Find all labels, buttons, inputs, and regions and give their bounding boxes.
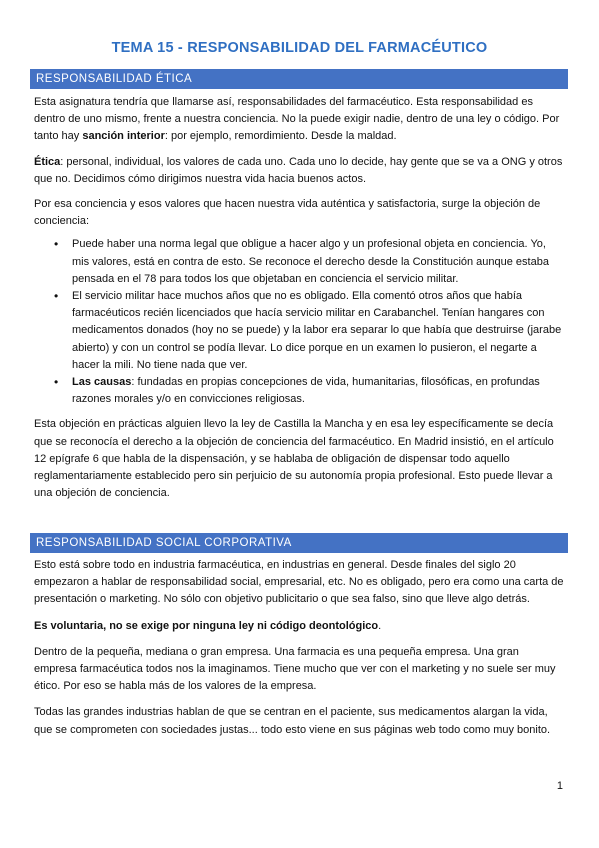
paragraph: Por esa conciencia y esos valores que hacen nuestra vida auténtica y satisfactoria, surge la objeción de conciencia:	[34, 198, 541, 228]
page-title: TEMA 15 - RESPONSABILIDAD DEL FARMACÉUTICO	[111, 40, 488, 56]
section-body-etica	[34, 94, 564, 502]
paragraph: Esta objeción en prácticas alguien llevo la ley de Castilla la Mancha y en esa ley específicamente se decía que se reconocía el derecho a la objeción de conciencia del farmacéutico. En Madrid insistió, en el artículo 12 epígrafe 6 que habla de la dispensación, y se hablaba de obligación de dispensar todo aquello reglamentariamente establecido pero sin perjuicio de su autonomía propia profesional. Esto puede llevar a una objeción de conciencia.	[34, 418, 554, 500]
paragraph: Esta asignatura tendría que llamarse así, responsabilidades del farmacéutico. Esta responsabilidad es dentro de uno mismo, frente a nuestra conciencia. No la puede exigir nadie, dentro de una ley o código. Por tanto hay sanción interior: por ejemplo, remordimiento. Desde la maldad.	[34, 96, 560, 143]
section-heading-etica: RESPONSABILIDAD ÉTICA	[30, 69, 568, 89]
paragraph: Esto está sobre todo en industria farmacéutica, en industrias en general. Desde finales del siglo 20 empezaron a hablar de responsabilidad social, empresarial, etc. No es obligado, pero era como una carta de presentación o marketing. No sólo con objetivo publicitario o que sea falso, sino que lleve algo detrás.	[34, 559, 564, 606]
list-item: • El servicio militar hace muchos años que no es obligado. Ella comentó otros años que había farmacéuticos recién licenciados que hacía servicio militar en Carabanchel. Tenían hangares con medicamentos donados (hoy no se puede) y la labor era separar lo que había que destruirse (jarabe abierto) y con un control se podía llevar. Lo dice porque en un examen lo pusieron, el negarte a hacer la mili. No tiene nada que ver.	[34, 288, 564, 374]
paragraph: Es voluntaria, no se exige por ninguna ley ni código deontológico.	[34, 619, 382, 632]
paragraph: Ética: personal, individual, los valores de cada uno. Cada uno lo decide, hay gente que se va a ONG y otros que no. Decidimos cómo dirigimos nuestra vida hacia buenos actos.	[34, 155, 563, 185]
section-heading-rsc: RESPONSABILIDAD SOCIAL CORPORATIVA	[30, 533, 568, 553]
list-item: • Las causas: fundadas en propias concepciones de vida, humanitarias, filosóficas, en profundas razones morales y/o en convicciones religiosas.	[34, 374, 564, 408]
paragraph: Todas las grandes industrias hablan de que se centran en el paciente, sus medicamentos alargan la vida, que se comprometen con sociedades justas... todo esto viene en sus páginas web todo como muy bonito.	[34, 706, 551, 736]
paragraph: Dentro de la pequeña, mediana o gran empresa. Una farmacia es una pequeña empresa. Una gran empresa farmacéutica todos nos la imaginamos. Tiene mucho que ver con el marketing y no suele ser muy ético. Por eso se habla más de los valores de la empresa.	[34, 645, 556, 693]
bullet-list	[34, 236, 564, 408]
list-item: • Puede haber una norma legal que obligue a hacer algo y un profesional objeta en conciencia. Yo, mis valores, está en contra de esto. Se reconoce el derecho desde la Constitución aunque estaba pensada en el 78 para todos los que objetaban en conciencia el servicio militar.	[34, 236, 564, 288]
page-number: 1	[556, 780, 563, 792]
section-body-rsc	[34, 557, 564, 739]
